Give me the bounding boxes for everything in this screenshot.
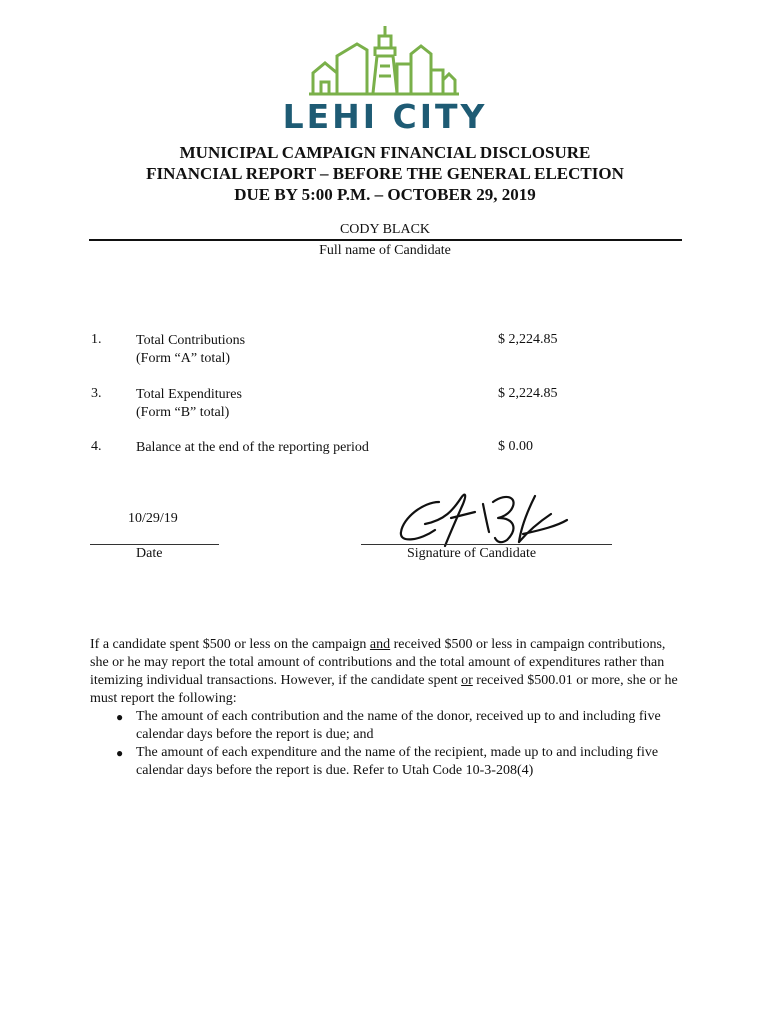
row-number: 3. — [91, 386, 102, 401]
logo-wordmark: LEHI CITY — [282, 97, 488, 136]
notice-paragraph: If a candidate spent $500 or less on the campaign and received $500 or less in campaign contributions, she or he may report the total amount of contributions and the total amount of expenditures rather than itemizing individual transactions. However, if the candidate spent or received $500.01 or more, she or he must report the following: — [90, 637, 678, 706]
bullet-icon: ● — [116, 710, 124, 724]
row-number: 1. — [91, 332, 102, 347]
report-title-line-3: DUE BY 5:00 P.M. – OCTOBER 29, 2019 — [234, 185, 536, 204]
report-title-line-1: MUNICIPAL CAMPAIGN FINANCIAL DISCLOSURE — [179, 143, 591, 162]
name-underline — [89, 239, 682, 241]
handwritten-signature-icon — [395, 488, 575, 550]
list-item: ● The amount of each contribution and the name of the donor, received up to and including five calendar days before the report is due; and — [116, 709, 661, 742]
date-value: 10/29/19 — [128, 511, 178, 526]
row-label — [136, 386, 242, 422]
notice-bullet-list — [90, 708, 684, 780]
report-title-line-2: FINANCIAL REPORT – BEFORE THE GENERAL ELECTION — [146, 164, 624, 183]
row-number: 4. — [91, 439, 102, 454]
row-value: $ 2,224.85 — [498, 332, 558, 347]
date-caption: Date — [136, 546, 163, 561]
bullet-icon: ● — [116, 746, 124, 760]
disclosure-notice — [90, 636, 684, 780]
row-label-sub: (Form “B” total) — [136, 405, 230, 420]
candidate-name-caption: Full name of Candidate — [319, 243, 451, 258]
list-item: ● The amount of each expenditure and the name of the recipient, made up to and including five calendar days before the report is due. Refer to Utah Code 10-3-208(4) — [116, 745, 659, 778]
row-value: $ 0.00 — [498, 439, 533, 454]
row-value: $ 2,224.85 — [498, 386, 558, 401]
date-line — [90, 544, 219, 545]
row-label-main: Balance at the end of the reporting period — [136, 440, 369, 455]
row-label-main: Total Expenditures — [136, 387, 242, 402]
signature-caption: Signature of Candidate — [407, 546, 537, 561]
signature-line — [361, 544, 612, 545]
row-label — [136, 439, 369, 457]
row-label-sub: (Form “A” total) — [136, 351, 231, 366]
candidate-name: CODY BLACK — [339, 222, 431, 237]
row-label — [136, 332, 245, 368]
row-label-main: Total Contributions — [136, 333, 246, 348]
